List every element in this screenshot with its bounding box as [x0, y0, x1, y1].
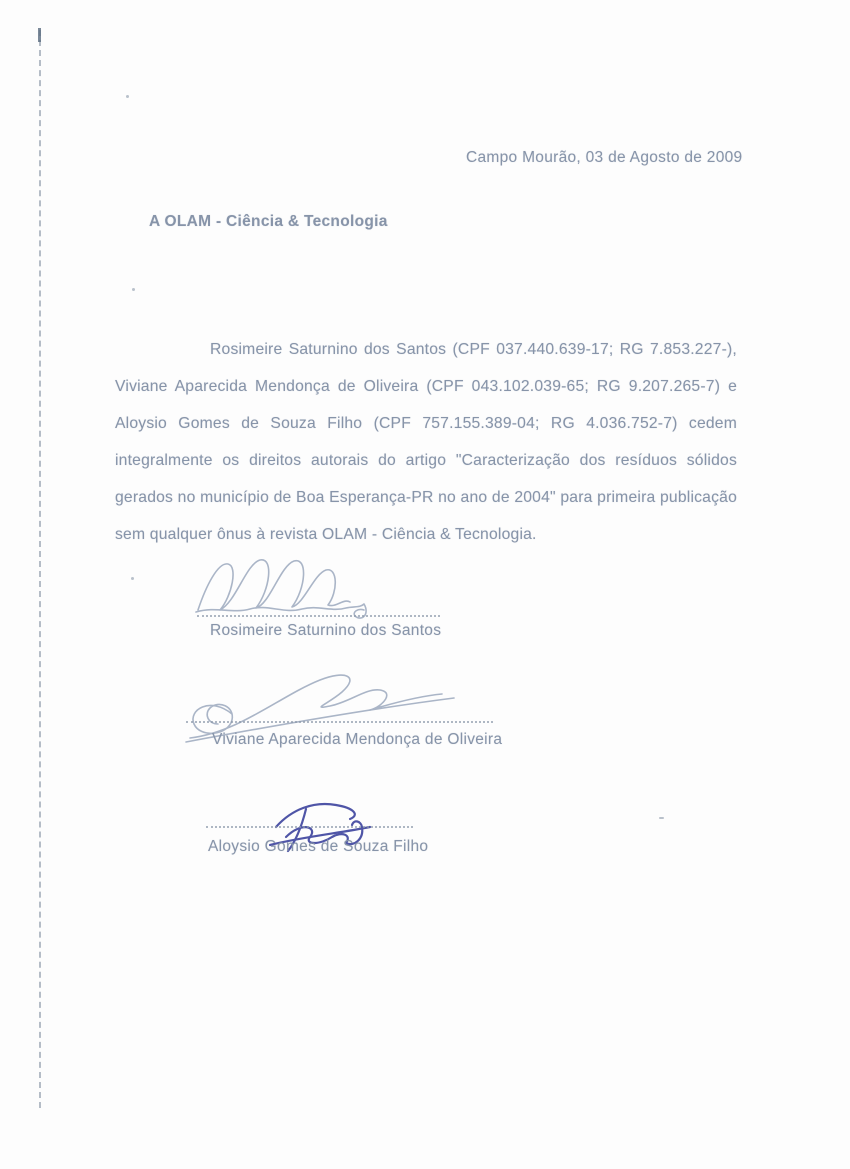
signatory-name: Rosimeire Saturnino dos Santos — [210, 622, 442, 639]
addressee-line: A OLAM - Ciência & Tecnologia — [149, 213, 388, 230]
body-paragraph: Rosimeire Saturnino dos Santos (CPF 037.440.639-17; RG 7.853.227-), Viviane Aparecida Mendonça de Oliveira (CPF 043.102.039-65; RG 9.207.265-7) e Aloysio Gomes de Souza Filho (CPF 757.155.389-04; RG 4.036.752-7) cedem integralmente os direitos autorais do artigo "Caracterização dos resíduos sólidos gerados no município de Boa Esperança-PR no ano de 2004" para primeira publicação sem qualquer ônus à revista OLAM - Ciência & Tecnologia. — [115, 341, 737, 543]
scan-margin-line-cap — [38, 28, 41, 42]
date-line: Campo Mourão, 03 de Agosto de 2009 — [466, 149, 743, 166]
scan-speck — [132, 288, 135, 291]
signature-line — [206, 826, 413, 828]
scan-speck — [659, 817, 664, 819]
signature-line — [186, 721, 493, 723]
scan-speck — [126, 95, 129, 98]
scan-margin-line — [39, 30, 41, 1108]
signatory-name: Viviane Aparecida Mendonça de Oliveira — [212, 731, 503, 748]
signatory-name: Aloysio Gomes de Souza Filho — [208, 838, 429, 855]
signature-line — [197, 615, 440, 617]
scan-speck — [131, 577, 134, 580]
